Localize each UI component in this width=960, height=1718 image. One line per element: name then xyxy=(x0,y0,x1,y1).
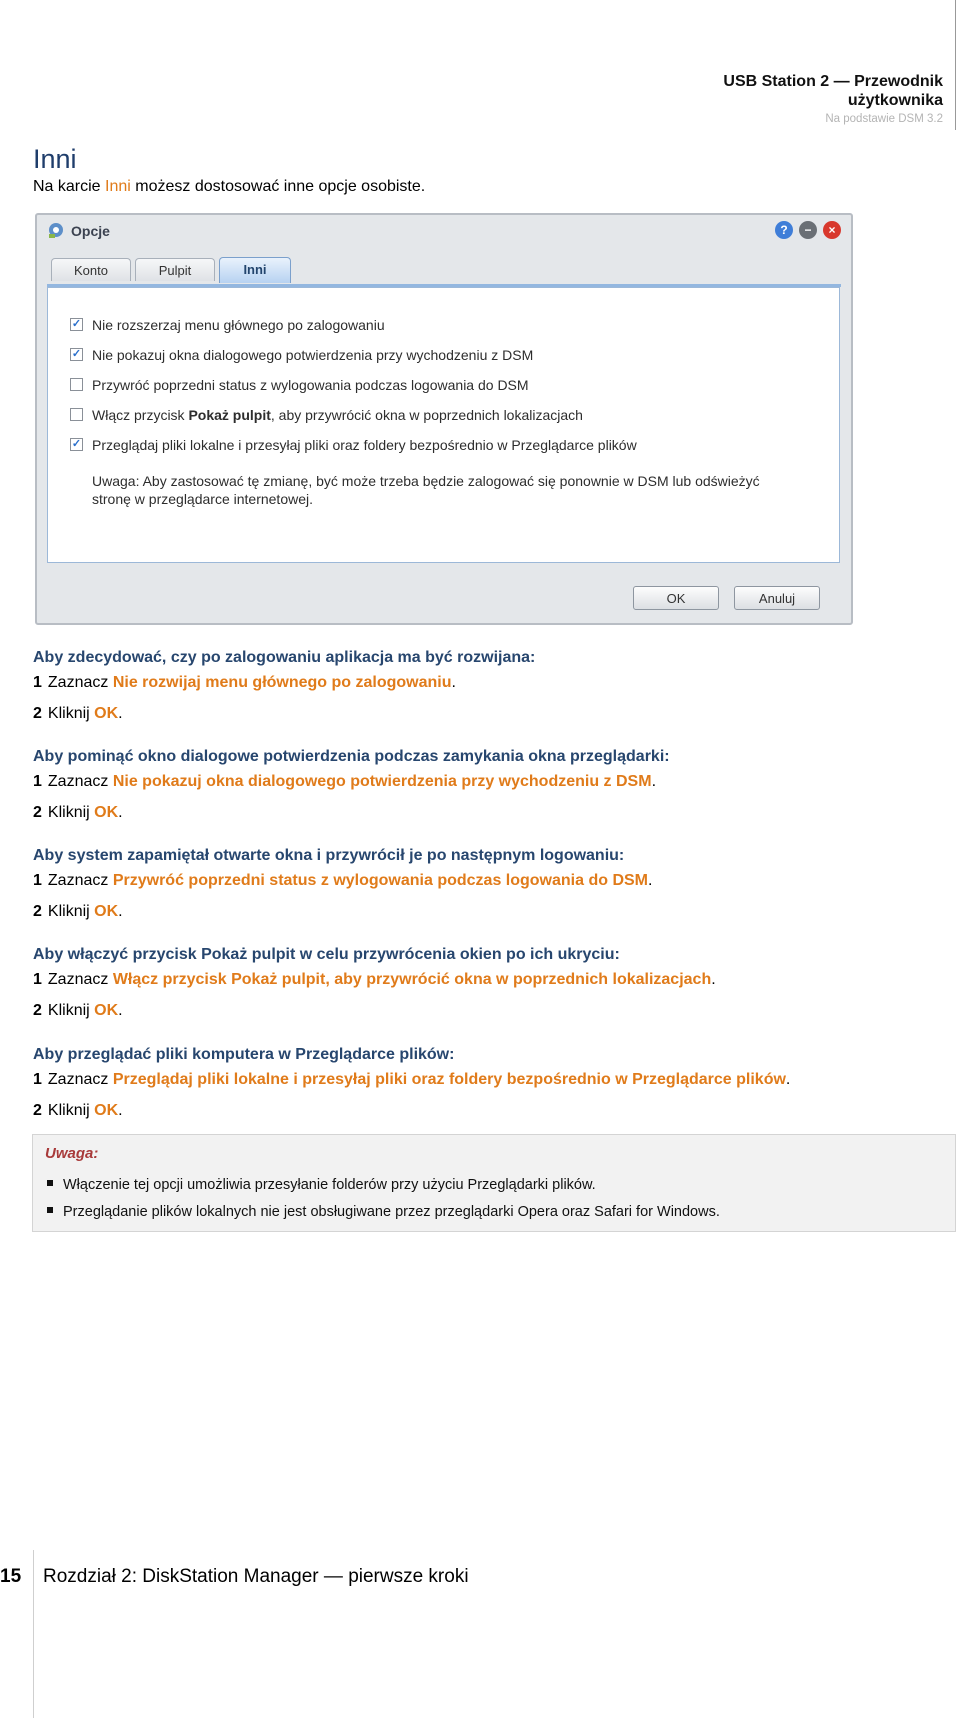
step-1 xyxy=(33,1070,933,1090)
tab-pulpit[interactable]: Pulpit xyxy=(135,258,215,281)
step-highlight: Przeglądaj pliki lokalne i przesyłaj pliki oraz foldery bezpośrednio w Przeglądarce plików xyxy=(112,1071,786,1088)
intro-text: Na karcie xyxy=(33,178,106,195)
document-title-line1: USB Station 2 — Przewodnik xyxy=(723,73,943,90)
instruction-heading: Aby włączyć przycisk Pokaż pulpit w celu przywrócenia okien po ich ukryciu: xyxy=(33,946,620,963)
step-text: Kliknij xyxy=(47,903,95,920)
step-text: Kliknij xyxy=(47,705,95,722)
checkbox-checked[interactable]: ✓ xyxy=(71,348,82,360)
dialog-title: Opcje xyxy=(71,223,110,239)
step-highlight: Włącz przycisk Pokaż pulpit, aby przywrócić okna w poprzednich lokalizacjach xyxy=(112,971,712,988)
step-1 xyxy=(33,871,933,891)
step-text: Zaznacz xyxy=(47,872,113,889)
note-item-text: Przeglądanie plików lokalnych nie jest obsługiwane przez przeglądarki Opera oraz Safari for Windows. xyxy=(63,1204,720,1220)
step-text: Kliknij xyxy=(47,1102,95,1119)
option-label xyxy=(92,407,583,423)
period: . xyxy=(118,705,123,722)
option-label: Przywróć poprzedni status z wylogowania podczas logowania do DSM xyxy=(92,377,529,393)
note-item xyxy=(47,1204,720,1220)
step-number: 1 xyxy=(33,872,42,889)
period: . xyxy=(651,773,657,790)
checkbox-checked[interactable]: ✓ xyxy=(71,318,82,330)
page-number: 15 xyxy=(0,1566,22,1587)
help-icon[interactable]: ? xyxy=(775,221,793,239)
bullet-icon xyxy=(47,1207,53,1213)
step-number: 1 xyxy=(33,773,42,790)
step-2 xyxy=(33,704,933,724)
period: . xyxy=(118,804,123,821)
note-item-text: Włączenie tej opcji umożliwia przesyłanie folderów przy użyciu Przeglądarki plików. xyxy=(63,1177,596,1193)
option-label-text: Włącz przycisk xyxy=(92,407,189,423)
tab-inni[interactable]: Inni xyxy=(219,257,291,283)
dialog-titlebar xyxy=(37,215,851,245)
option-label: Nie rozszerzaj menu głównego po zalogowaniu xyxy=(92,317,385,333)
step-highlight: OK xyxy=(94,804,119,821)
option-label: Nie pokazuj okna dialogowego potwierdzenia przy wychodzeniu z DSM xyxy=(92,347,534,363)
period: . xyxy=(648,872,653,889)
dialog-note: Uwaga: Aby zastosować tę zmianę, być może trzeba będzie zalogować się ponownie w DSM lub odświeżyć stronę w przeglądarce internetowej. xyxy=(92,473,760,507)
instruction-block xyxy=(33,846,933,922)
period: . xyxy=(118,1102,123,1119)
bullet-icon xyxy=(47,1180,53,1186)
instruction-heading: Aby pominąć okno dialogowe potwierdzenia podczas zamykania okna przeglądarki: xyxy=(33,748,670,765)
step-number: 2 xyxy=(33,1102,42,1119)
step-number: 1 xyxy=(33,1071,42,1088)
instruction-block xyxy=(33,1045,933,1121)
instruction-block xyxy=(33,648,933,724)
options-dialog xyxy=(35,213,853,625)
option-label-text-end: , aby przywrócić okna w poprzednich lokalizacjach xyxy=(270,407,583,423)
cancel-button[interactable]: Anuluj xyxy=(734,586,820,610)
document-title-line2: użytkownika xyxy=(847,92,943,109)
checkbox-unchecked[interactable] xyxy=(70,378,83,391)
tab-konto[interactable]: Konto xyxy=(51,258,131,281)
period: . xyxy=(118,903,123,920)
instruction-block xyxy=(33,945,933,1021)
step-2 xyxy=(33,902,933,922)
step-text: Zaznacz xyxy=(47,773,113,790)
document-subtitle: Na podstawie DSM 3.2 xyxy=(825,113,943,125)
step-highlight: Nie pokazuj okna dialogowego potwierdzenia przy wychodzeniu z DSM xyxy=(112,773,652,790)
instruction-heading: Aby przeglądać pliki komputera w Przeglądarce plików: xyxy=(33,1046,455,1063)
footer-divider xyxy=(33,1550,34,1718)
note-title: Uwaga: xyxy=(45,1145,99,1162)
option-label: Przeglądaj pliki lokalne i przesyłaj pliki oraz foldery bezpośrednio w Przeglądarce plików xyxy=(92,437,637,453)
intro-highlight: Inni xyxy=(105,178,131,195)
step-text: Kliknij xyxy=(47,804,95,821)
document-title xyxy=(683,72,943,110)
note-item xyxy=(47,1177,596,1193)
step-number: 2 xyxy=(33,903,42,920)
checkbox-checked[interactable]: ✓ xyxy=(71,438,82,450)
period: . xyxy=(711,971,716,988)
period: . xyxy=(118,1002,123,1019)
step-2 xyxy=(33,1001,933,1021)
step-highlight: OK xyxy=(94,1102,119,1119)
step-highlight: Nie rozwijaj menu głównego po zalogowaniu xyxy=(112,674,452,691)
step-number: 2 xyxy=(33,804,42,821)
step-highlight: OK xyxy=(94,1002,119,1019)
ok-button[interactable]: OK xyxy=(633,586,719,610)
step-number: 1 xyxy=(33,971,42,988)
instruction-heading: Aby zdecydować, czy po zalogowaniu aplikacja ma być rozwijana: xyxy=(33,649,536,666)
instruction-block xyxy=(33,747,933,823)
instruction-heading: Aby system zapamiętał otwarte okna i przywrócił je po następnym logowaniu: xyxy=(33,847,625,864)
options-icon xyxy=(47,221,65,239)
chapter-title: Rozdział 2: DiskStation Manager — pierwsze kroki xyxy=(43,1566,469,1587)
page-header xyxy=(683,72,943,125)
section-intro xyxy=(33,178,425,196)
header-divider xyxy=(955,0,956,130)
note-box xyxy=(32,1134,956,1232)
step-1 xyxy=(33,970,933,990)
step-2 xyxy=(33,803,933,823)
step-text: Zaznacz xyxy=(47,971,113,988)
step-highlight: Przywróć poprzedni status z wylogowania podczas logowania do DSM xyxy=(112,872,649,889)
step-2 xyxy=(33,1101,933,1121)
option-label-bold: Pokaż pulpit xyxy=(188,407,271,423)
step-number: 2 xyxy=(33,705,42,722)
step-highlight: OK xyxy=(94,705,119,722)
close-icon[interactable]: × xyxy=(823,221,841,239)
step-number: 1 xyxy=(33,674,42,691)
step-1 xyxy=(33,673,933,693)
step-text: Kliknij xyxy=(47,1002,95,1019)
intro-text-end: możesz dostosować inne opcje osobiste. xyxy=(130,178,426,195)
section-title: Inni xyxy=(33,144,77,174)
minimize-icon[interactable]: − xyxy=(799,221,817,239)
step-number: 2 xyxy=(33,1002,42,1019)
checkbox-unchecked[interactable] xyxy=(70,408,83,421)
step-text: Zaznacz xyxy=(47,1071,113,1088)
step-text: Zaznacz xyxy=(47,674,113,691)
period: . xyxy=(451,674,456,691)
period: . xyxy=(785,1071,791,1088)
step-1 xyxy=(33,772,933,792)
tab-panel-inni xyxy=(47,287,840,563)
step-highlight: OK xyxy=(94,903,119,920)
